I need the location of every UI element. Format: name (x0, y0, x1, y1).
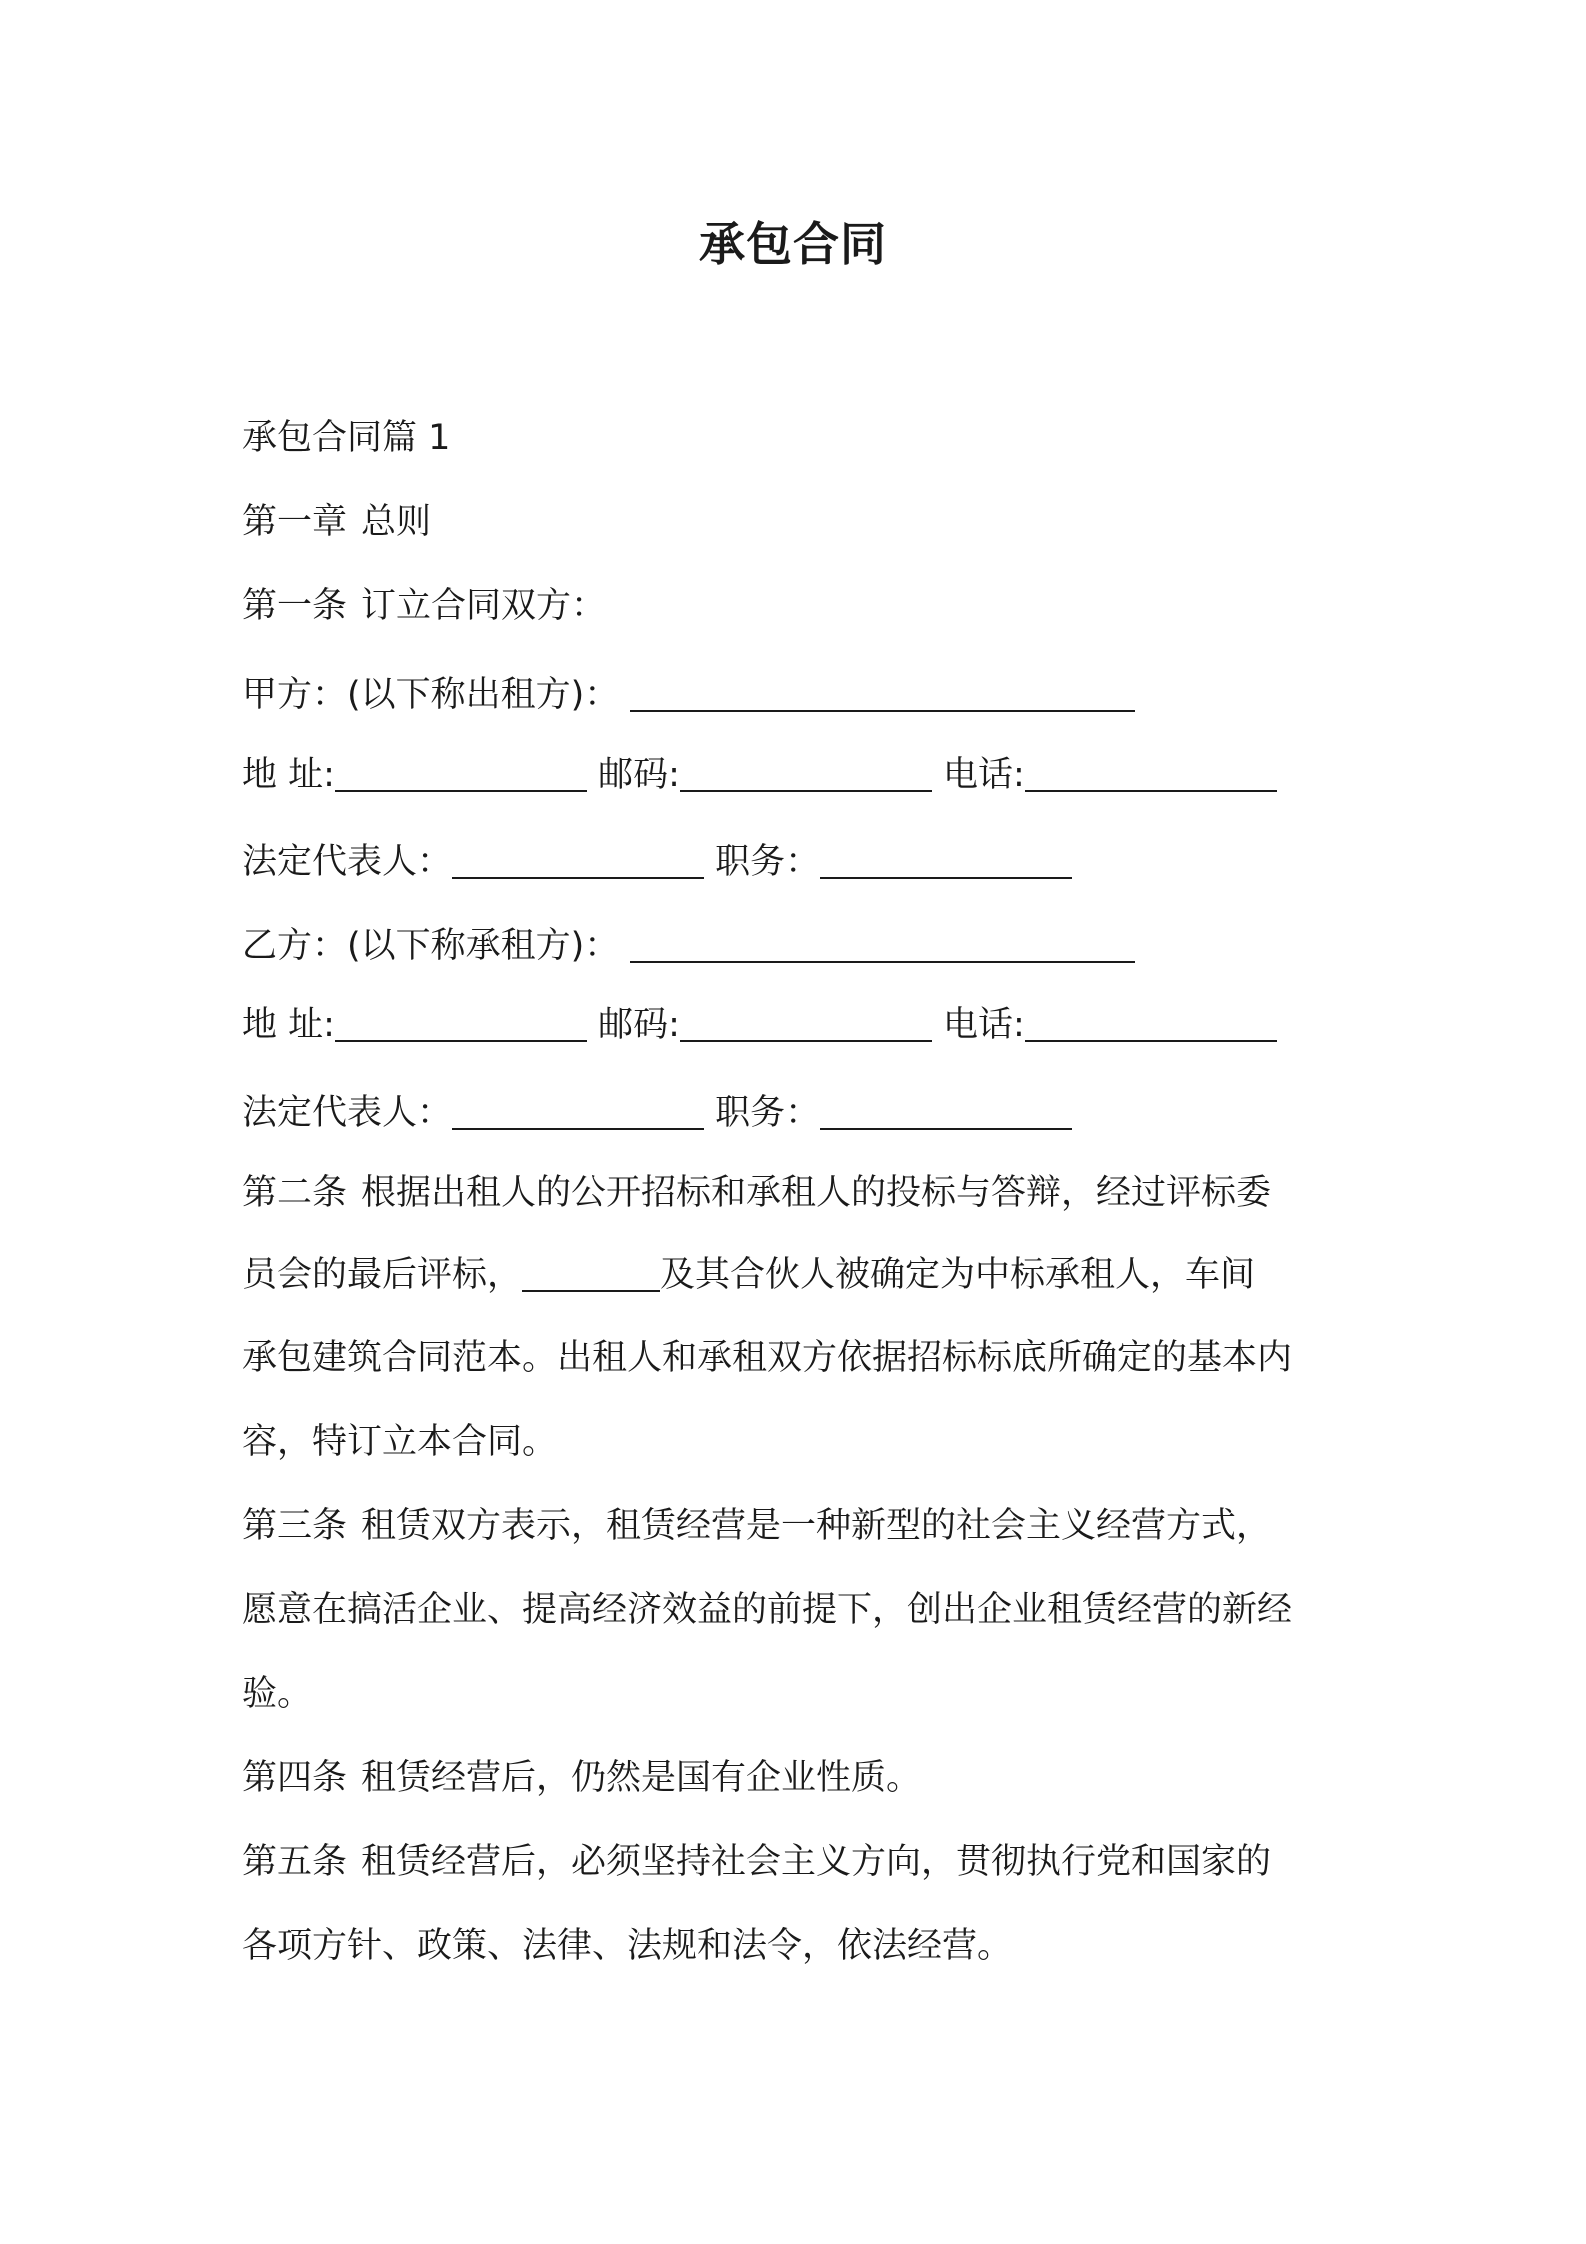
rep-blank (452, 843, 704, 879)
party-b-postcode (598, 1005, 943, 1045)
party-b-phone (943, 1005, 1277, 1045)
address-label: 地 址: (242, 1005, 335, 1045)
article-5-line-1 (242, 1837, 1362, 1887)
rep-blank (452, 1094, 704, 1130)
position-label: 职务： (715, 842, 821, 882)
postcode-blank (680, 1006, 932, 1042)
article-5-text-1: 租赁经营后，必须坚持社会主义方向，贯彻执行党和国家的 (361, 1842, 1272, 1882)
phone-blank (1025, 756, 1277, 792)
article-1-text: 订立合同双方： (361, 586, 607, 626)
postcode-label: 邮码: (598, 755, 680, 795)
article-3-text-1: 租赁双方表示，租赁经营是一种新型的社会主义经营方式， (361, 1506, 1272, 1546)
party-b-line (242, 921, 1362, 971)
chapter-label: 第一章 (242, 502, 348, 542)
chapter-text: 总则 (361, 502, 432, 542)
party-a-rep (242, 842, 715, 882)
postcode-label: 邮码: (598, 1005, 680, 1045)
article-3-line-1 (242, 1501, 1362, 1551)
position-label: 职务： (715, 1093, 821, 1133)
party-b-position (715, 1093, 1072, 1133)
article-2-line-4: 容，特订立本合同。 (242, 1422, 558, 1462)
article-4 (242, 1753, 1362, 1803)
article-5-line-2: 各项方针、政策、法律、法规和法令，依法经营。 (242, 1926, 1013, 1966)
party-b-rep (242, 1093, 715, 1133)
article-2-line-1 (242, 1168, 1362, 1218)
article-3-line-3: 验。 (242, 1674, 313, 1714)
party-a-postcode (598, 755, 943, 795)
article-2-label: 第二条 (242, 1173, 348, 1213)
position-blank (820, 1094, 1072, 1130)
party-a-address (242, 755, 598, 795)
document-title: 承包合同 (699, 217, 887, 271)
party-b-name-blank (630, 927, 1135, 963)
party-a-phone (943, 755, 1277, 795)
party-a-contact-row (242, 750, 1362, 800)
article-3-line-2: 愿意在搞活企业、提高经济效益的前提下，创出企业租赁经营的新经 (242, 1590, 1293, 1630)
article-1 (242, 581, 1362, 631)
party-b-label: 乙方：(以下称承租方)： (242, 926, 620, 966)
phone-label: 电话: (943, 1005, 1025, 1045)
party-a-rep-row (242, 837, 1362, 887)
party-b-address (242, 1005, 598, 1045)
article-3-label: 第三条 (242, 1506, 348, 1546)
rep-label: 法定代表人： (242, 1093, 453, 1133)
address-blank (335, 1006, 587, 1042)
article-2-text-1: 根据出租人的公开招标和承租人的投标与答辩，经过评标委 (361, 1173, 1272, 1213)
party-a-position (715, 842, 1072, 882)
rep-label: 法定代表人： (242, 842, 453, 882)
article-4-label: 第四条 (242, 1758, 348, 1798)
article-2-line-3: 承包建筑合同范本。出租人和承租双方依据招标标底所确定的基本内 (242, 1338, 1293, 1378)
article-5-label: 第五条 (242, 1842, 348, 1882)
article-2-text-2b: 及其合伙人被确定为中标承租人，车间 (660, 1255, 1256, 1295)
party-a-name-blank (630, 676, 1135, 712)
address-label: 地 址: (242, 755, 335, 795)
address-blank (335, 756, 587, 792)
position-blank (820, 843, 1072, 879)
article-4-text: 租赁经营后，仍然是国有企业性质。 (361, 1758, 922, 1798)
phone-label: 电话: (943, 755, 1025, 795)
section-heading: 承包合同篇 1 (242, 418, 451, 458)
winner-name-blank (522, 1256, 660, 1292)
article-2-text-2a: 员会的最后评标， (242, 1255, 523, 1295)
party-b-rep-row (242, 1088, 1362, 1138)
party-a-label: 甲方：(以下称出租方)： (242, 675, 620, 715)
chapter-heading (242, 497, 1362, 547)
postcode-blank (680, 756, 932, 792)
article-1-label: 第一条 (242, 586, 348, 626)
party-b-contact-row (242, 1000, 1362, 1050)
phone-blank (1025, 1006, 1277, 1042)
article-2-line-2 (242, 1250, 1362, 1300)
party-a-line (242, 670, 1362, 720)
